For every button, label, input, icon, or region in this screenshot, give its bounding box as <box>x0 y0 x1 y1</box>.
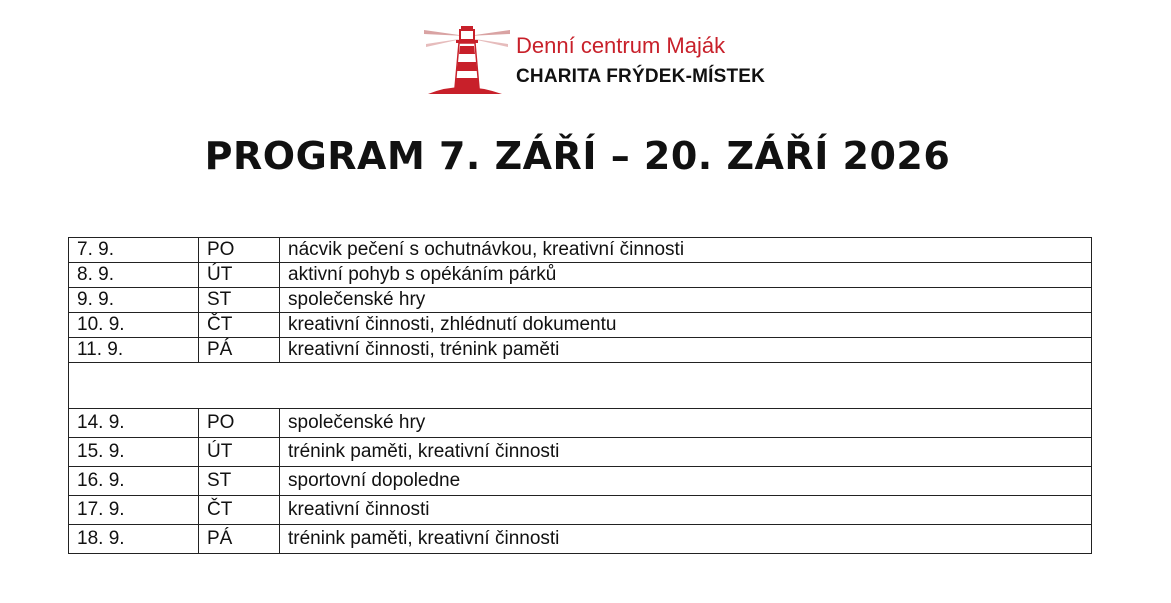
date-cell: 14. 9. <box>69 409 199 438</box>
lighthouse-icon <box>422 22 512 98</box>
table-row <box>69 409 1092 438</box>
page-title: PROGRAM 7. ZÁŘÍ – 20. ZÁŘÍ 2026 <box>204 134 951 178</box>
day-cell: ÚT <box>199 438 280 467</box>
table-row <box>69 238 1092 263</box>
day-cell: PO <box>199 238 280 263</box>
table-row <box>69 438 1092 467</box>
activity-cell: společenské hry <box>280 288 1092 313</box>
activity-cell: kreativní činnosti, zhlédnutí dokumentu <box>280 313 1092 338</box>
date-cell: 9. 9. <box>69 288 199 313</box>
date-cell: 7. 9. <box>69 238 199 263</box>
day-cell: ČT <box>199 496 280 525</box>
table-row <box>69 338 1092 363</box>
activity-cell: sportovní dopoledne <box>280 467 1092 496</box>
activity-cell: aktivní pohyb s opékáním párků <box>280 263 1092 288</box>
weekend-gap-row <box>69 363 1092 409</box>
empty-cell <box>69 363 1092 409</box>
table-row <box>69 263 1092 288</box>
table-row <box>69 496 1092 525</box>
table-row <box>69 313 1092 338</box>
table-row <box>69 525 1092 554</box>
date-cell: 17. 9. <box>69 496 199 525</box>
activity-cell: trénink paměti, kreativní činnosti <box>280 438 1092 467</box>
table-row <box>69 467 1092 496</box>
day-cell: PÁ <box>199 525 280 554</box>
date-cell: 15. 9. <box>69 438 199 467</box>
org-name: Denní centrum Maják <box>516 33 726 58</box>
day-cell: ST <box>199 467 280 496</box>
org-subtitle: CHARITA FRÝDEK-MÍSTEK <box>516 66 766 87</box>
activity-cell: kreativní činnosti <box>280 496 1092 525</box>
table-row <box>69 288 1092 313</box>
header-logo <box>422 22 772 100</box>
activity-cell: společenské hry <box>280 409 1092 438</box>
activity-cell: trénink paměti, kreativní činnosti <box>280 525 1092 554</box>
day-cell: ST <box>199 288 280 313</box>
date-cell: 11. 9. <box>69 338 199 363</box>
day-cell: ÚT <box>199 263 280 288</box>
day-cell: ČT <box>199 313 280 338</box>
date-cell: 16. 9. <box>69 467 199 496</box>
activity-cell: kreativní činnosti, trénink paměti <box>280 338 1092 363</box>
date-cell: 8. 9. <box>69 263 199 288</box>
day-cell: PÁ <box>199 338 280 363</box>
day-cell: PO <box>199 409 280 438</box>
schedule-table <box>68 237 1092 554</box>
date-cell: 10. 9. <box>69 313 199 338</box>
date-cell: 18. 9. <box>69 525 199 554</box>
activity-cell: nácvik pečení s ochutnávkou, kreativní činnosti <box>280 238 1092 263</box>
